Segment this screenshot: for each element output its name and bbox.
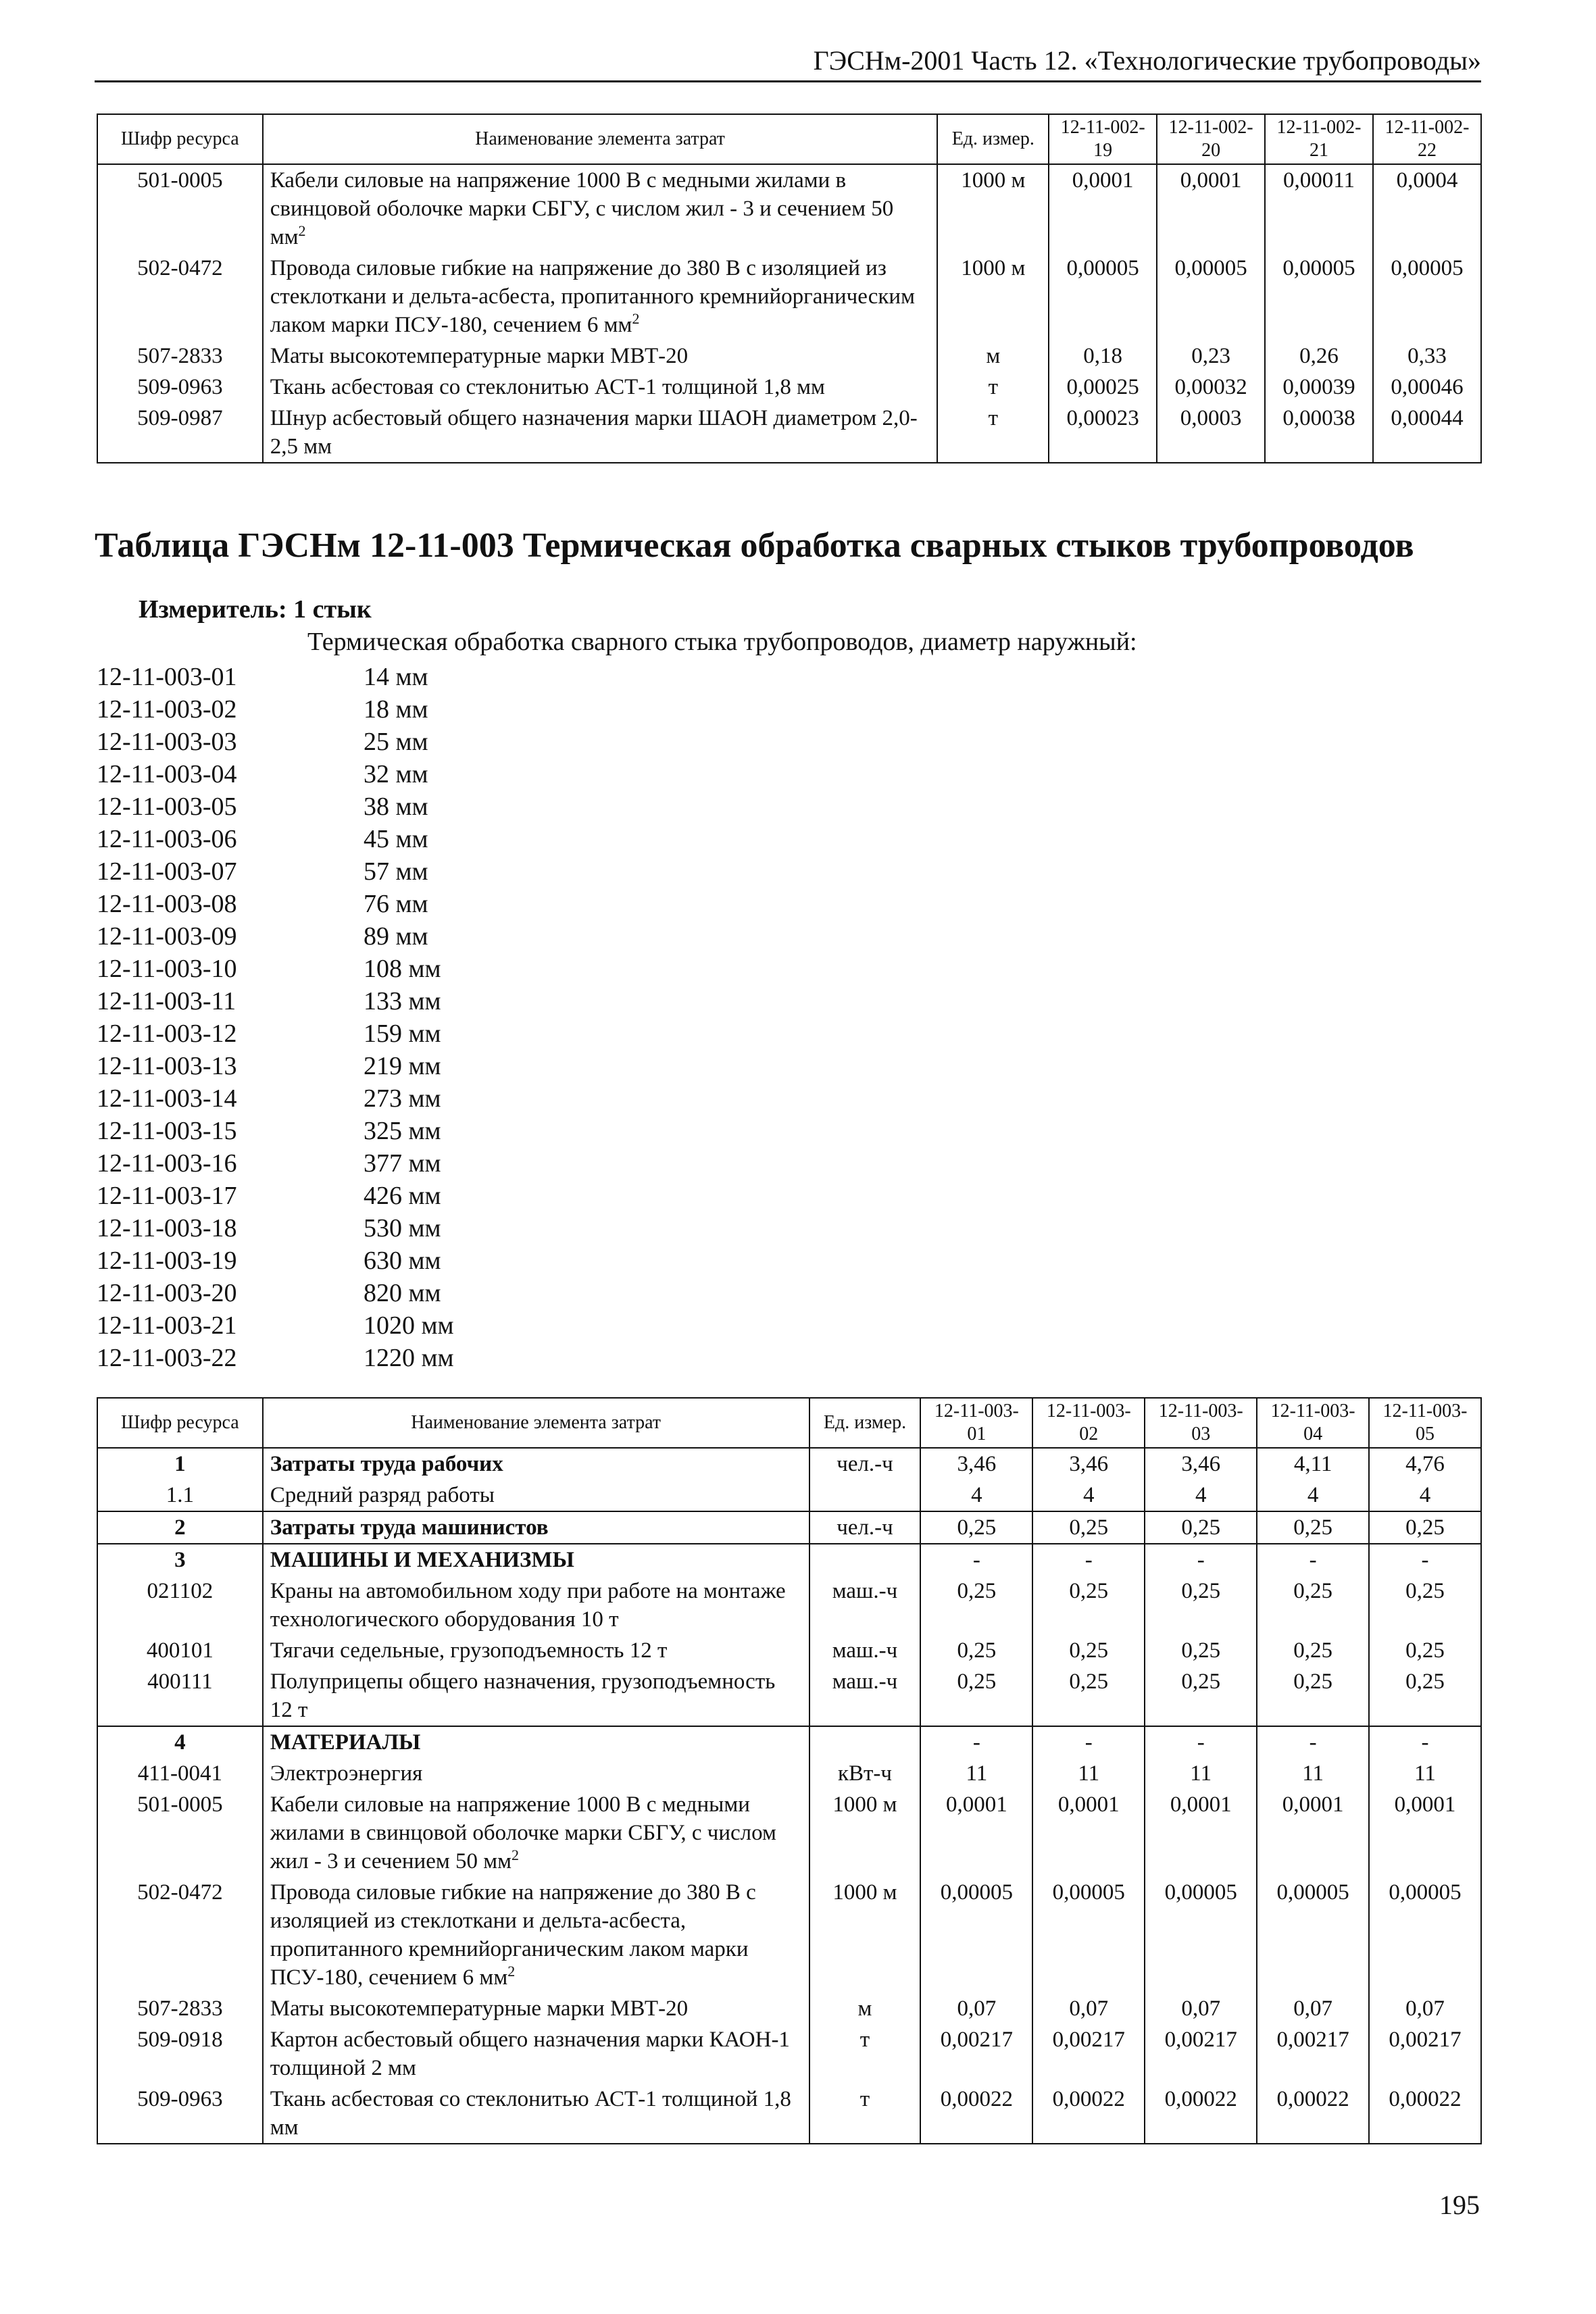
pipe-diameter: 25 мм: [364, 728, 428, 756]
column-header: 12-11-003-03: [1145, 1398, 1257, 1448]
pipe-diameter: 76 мм: [364, 890, 428, 918]
unit: 1000 м: [937, 253, 1049, 341]
pipe-diameter: 426 мм: [364, 1182, 441, 1210]
resource-table-003: [97, 1397, 1482, 2144]
norm-code: 12-11-003-16: [97, 1149, 237, 1178]
unit: 1000 м: [809, 1789, 921, 1877]
work-description: Термическая обработка сварного стыка трубопроводов, диаметр наружный:: [307, 628, 1137, 656]
list-item: [97, 1342, 454, 1374]
value-cell: 0,26: [1265, 341, 1373, 372]
norm-code: 12-11-003-03: [97, 728, 237, 756]
pipe-diameter: 108 мм: [364, 955, 441, 983]
pipe-diameter: 133 мм: [364, 987, 441, 1015]
table-row: [97, 2084, 1481, 2144]
resource-name: Маты высокотемпературные марки МВТ-20: [263, 341, 938, 372]
value-cell: 0,00023: [1049, 403, 1157, 463]
table-row: [97, 1448, 1481, 1480]
resource-code: 507-2833: [97, 1993, 263, 2024]
superscript: 2: [507, 1963, 516, 1980]
table-row: [97, 1877, 1481, 1993]
value-cell: 0,0004: [1373, 164, 1481, 253]
norm-code: 12-11-003-01: [97, 663, 237, 691]
unit: [809, 1726, 921, 1758]
table-row: [97, 341, 1481, 372]
value-cell: 0,25: [1257, 1511, 1369, 1544]
table-row: [97, 403, 1481, 463]
resource-name: Кабели силовые на напряжение 1000 В с медными жилами в свинцовой оболочке марки СБГУ, с числом жил - 3 и сечением 50 $мм^2$: [263, 1789, 809, 1877]
value-cell: 0,00005: [1145, 1877, 1257, 1993]
value-cell: 0,25: [1369, 1576, 1481, 1635]
pipe-diameter: 820 мм: [364, 1279, 441, 1307]
resource-code: 502-0472: [97, 253, 263, 341]
value-cell: -: [1369, 1726, 1481, 1758]
resource-name: Затраты труда машинистов: [263, 1511, 809, 1544]
superscript: 2: [298, 222, 306, 239]
pipe-diameter: 18 мм: [364, 695, 428, 724]
running-header: ГЭСНм-2001 Часть 12. «Технологические трубопроводы»: [95, 45, 1481, 82]
pipe-diameter: 89 мм: [364, 922, 428, 951]
value-cell: 0,00217: [1369, 2024, 1481, 2084]
norm-codes-list: [97, 661, 454, 1374]
value-cell: -: [1032, 1544, 1145, 1576]
value-cell: 4: [1257, 1480, 1369, 1511]
superscript: 2: [632, 310, 640, 327]
unit: чел.-ч: [809, 1448, 921, 1480]
unit: чел.-ч: [809, 1511, 921, 1544]
resource-table-002: [97, 114, 1482, 463]
norm-code: 12-11-003-10: [97, 955, 237, 983]
column-header: Наименование элемента затрат: [263, 1398, 809, 1448]
value-cell: 0,00217: [920, 2024, 1032, 2084]
value-cell: 0,00046: [1373, 372, 1481, 403]
unit: [809, 1480, 921, 1511]
table-header-row: [97, 114, 1481, 164]
unit: т: [809, 2024, 921, 2084]
norm-code: 12-11-003-02: [97, 695, 237, 724]
list-item: [97, 693, 454, 726]
value-cell: 0,00005: [1265, 253, 1373, 341]
value-cell: 0,00039: [1265, 372, 1373, 403]
resource-code: 509-0963: [97, 2084, 263, 2144]
table-row: [97, 164, 1481, 253]
resource-code: 400111: [97, 1666, 263, 1726]
unit: 1000 м: [937, 164, 1049, 253]
measure-label: Измеритель: 1 стык: [139, 595, 372, 624]
value-cell: 0,00038: [1265, 403, 1373, 463]
value-cell: 0,25: [920, 1576, 1032, 1635]
table-title: Таблица ГЭСНм 12-11-003 Термическая обработка сварных стыков трубопроводов: [95, 526, 1414, 565]
list-item: [97, 888, 454, 920]
norm-code: 12-11-003-06: [97, 825, 237, 853]
value-cell: 0,25: [920, 1635, 1032, 1666]
list-item: [97, 1115, 454, 1147]
superscript: 2: [512, 1846, 520, 1863]
unit: 1000 м: [809, 1877, 921, 1993]
value-cell: 0,0001: [1145, 1789, 1257, 1877]
value-cell: 0,25: [920, 1666, 1032, 1726]
norm-code: 12-11-003-21: [97, 1311, 237, 1340]
value-cell: 0,0001: [920, 1789, 1032, 1877]
resource-code: 509-0987: [97, 403, 263, 463]
column-header: Ед. измер.: [809, 1398, 921, 1448]
pipe-diameter: 630 мм: [364, 1247, 441, 1275]
column-header: 12-11-003-04: [1257, 1398, 1369, 1448]
resource-code: 501-0005: [97, 1789, 263, 1877]
value-cell: 0,23: [1157, 341, 1265, 372]
unit: [809, 1544, 921, 1576]
value-cell: 11: [920, 1758, 1032, 1789]
value-cell: 0,0003: [1157, 403, 1265, 463]
value-cell: 0,0001: [1049, 164, 1157, 253]
resource-code: 1: [97, 1448, 263, 1480]
table-row: [97, 1511, 1481, 1544]
value-cell: 0,00005: [1032, 1877, 1145, 1993]
value-cell: 0,00005: [1373, 253, 1481, 341]
value-cell: 4,76: [1369, 1448, 1481, 1480]
column-header: 12-11-002-22: [1373, 114, 1481, 164]
resource-code: 400101: [97, 1635, 263, 1666]
column-header: Наименование элемента затрат: [263, 114, 938, 164]
column-header: 12-11-003-02: [1032, 1398, 1145, 1448]
page-number: 195: [1439, 2190, 1480, 2220]
list-item: [97, 1050, 454, 1082]
value-cell: 0,00025: [1049, 372, 1157, 403]
value-cell: 0,00044: [1373, 403, 1481, 463]
list-item: [97, 1017, 454, 1050]
norm-code: 12-11-003-19: [97, 1247, 237, 1275]
resource-name: Провода силовые гибкие на напряжение до 380 В с изоляцией из стеклоткани и дельта-асбеста, пропитанного кремнийорганическим лаком марки ПСУ-180, сечением 6 $мм^2$: [263, 253, 938, 341]
unit: т: [937, 372, 1049, 403]
list-item: [97, 1180, 454, 1212]
table-header-row: [97, 1398, 1481, 1448]
value-cell: 0,00011: [1265, 164, 1373, 253]
table-row: [97, 1544, 1481, 1576]
column-header: 12-11-002-21: [1265, 114, 1373, 164]
list-item: [97, 823, 454, 855]
table-row: [97, 1726, 1481, 1758]
pipe-diameter: 45 мм: [364, 825, 428, 853]
value-cell: 11: [1257, 1758, 1369, 1789]
value-cell: -: [920, 1544, 1032, 1576]
value-cell: 4: [1145, 1480, 1257, 1511]
norm-code: 12-11-003-07: [97, 857, 237, 886]
list-item: [97, 1244, 454, 1277]
table-row: [97, 1789, 1481, 1877]
value-cell: 3,46: [1145, 1448, 1257, 1480]
value-cell: 0,25: [1257, 1635, 1369, 1666]
value-cell: 0,25: [1369, 1635, 1481, 1666]
resource-name: Краны на автомобильном ходу при работе на монтаже технологического оборудования 10 т: [263, 1576, 809, 1635]
resource-name: Затраты труда рабочих: [263, 1448, 809, 1480]
resource-name: Маты высокотемпературные марки МВТ-20: [263, 1993, 809, 2024]
value-cell: 0,00005: [1049, 253, 1157, 341]
value-cell: 0,00217: [1145, 2024, 1257, 2084]
resource-name: Шнур асбестовый общего назначения марки ШАОН диаметром 2,0-2,5 мм: [263, 403, 938, 463]
list-item: [97, 1309, 454, 1342]
value-cell: 4: [1369, 1480, 1481, 1511]
resource-code: 509-0918: [97, 2024, 263, 2084]
value-cell: 11: [1369, 1758, 1481, 1789]
list-item: [97, 985, 454, 1017]
norm-code: 12-11-003-11: [97, 987, 236, 1015]
value-cell: 0,00022: [1032, 2084, 1145, 2144]
pipe-diameter: 325 мм: [364, 1117, 441, 1145]
value-cell: 0,00032: [1157, 372, 1265, 403]
value-cell: 0,00005: [920, 1877, 1032, 1993]
unit: кВт-ч: [809, 1758, 921, 1789]
value-cell: 0,00022: [1145, 2084, 1257, 2144]
resource-code: 507-2833: [97, 341, 263, 372]
value-cell: 0,25: [920, 1511, 1032, 1544]
resource-code: 411-0041: [97, 1758, 263, 1789]
resource-code: 2: [97, 1511, 263, 1544]
list-item: [97, 953, 454, 985]
value-cell: 0,00022: [1257, 2084, 1369, 2144]
list-item: [97, 726, 454, 758]
value-cell: 11: [1032, 1758, 1145, 1789]
value-cell: 0,07: [1145, 1993, 1257, 2024]
value-cell: 0,25: [1145, 1666, 1257, 1726]
pipe-diameter: 57 мм: [364, 857, 428, 886]
pipe-diameter: 14 мм: [364, 663, 428, 691]
table-row: [97, 1758, 1481, 1789]
value-cell: -: [920, 1726, 1032, 1758]
pipe-diameter: 377 мм: [364, 1149, 441, 1178]
value-cell: 0,25: [1257, 1666, 1369, 1726]
unit: т: [809, 2084, 921, 2144]
unit: маш.-ч: [809, 1666, 921, 1726]
resource-name: Картон асбестовый общего назначения марки КАОН-1 толщиной 2 мм: [263, 2024, 809, 2084]
value-cell: 4: [1032, 1480, 1145, 1511]
norm-code: 12-11-003-13: [97, 1052, 237, 1080]
norm-code: 12-11-003-05: [97, 793, 237, 821]
resource-code: 3: [97, 1544, 263, 1576]
unit: т: [937, 403, 1049, 463]
resource-name: Средний разряд работы: [263, 1480, 809, 1511]
value-cell: 0,00005: [1257, 1877, 1369, 1993]
pipe-diameter: 1020 мм: [364, 1311, 454, 1340]
value-cell: 0,07: [920, 1993, 1032, 2024]
list-item: [97, 661, 454, 693]
value-cell: 0,07: [1257, 1993, 1369, 2024]
column-header: 12-11-003-05: [1369, 1398, 1481, 1448]
table-row: [97, 1666, 1481, 1726]
table-row: [97, 372, 1481, 403]
list-item: [97, 920, 454, 953]
column-header: Шифр ресурса: [97, 114, 263, 164]
unit: маш.-ч: [809, 1635, 921, 1666]
column-header: Шифр ресурса: [97, 1398, 263, 1448]
value-cell: 0,25: [1032, 1511, 1145, 1544]
pipe-diameter: 530 мм: [364, 1214, 441, 1242]
value-cell: 11: [1145, 1758, 1257, 1789]
value-cell: 0,0001: [1032, 1789, 1145, 1877]
norm-code: 12-11-003-08: [97, 890, 237, 918]
list-item: [97, 1147, 454, 1180]
resource-name: МАТЕРИАЛЫ: [263, 1726, 809, 1758]
list-item: [97, 1212, 454, 1244]
resource-name: Электроэнергия: [263, 1758, 809, 1789]
value-cell: 0,00022: [920, 2084, 1032, 2144]
value-cell: -: [1257, 1544, 1369, 1576]
value-cell: -: [1257, 1726, 1369, 1758]
value-cell: 0,00022: [1369, 2084, 1481, 2144]
unit: маш.-ч: [809, 1576, 921, 1635]
value-cell: 0,25: [1257, 1576, 1369, 1635]
pipe-diameter: 32 мм: [364, 760, 428, 788]
resource-name: Полуприцепы общего назначения, грузоподъемность 12 т: [263, 1666, 809, 1726]
norm-code: 12-11-003-20: [97, 1279, 237, 1307]
resource-code: 4: [97, 1726, 263, 1758]
resource-code: 501-0005: [97, 164, 263, 253]
table-row: [97, 2024, 1481, 2084]
list-item: [97, 1082, 454, 1115]
resource-code: 509-0963: [97, 372, 263, 403]
norm-code: 12-11-003-17: [97, 1182, 237, 1210]
value-cell: 4,11: [1257, 1448, 1369, 1480]
value-cell: -: [1145, 1726, 1257, 1758]
resource-code: 1.1: [97, 1480, 263, 1511]
value-cell: 0,0001: [1369, 1789, 1481, 1877]
column-header: Ед. измер.: [937, 114, 1049, 164]
value-cell: 0,00217: [1032, 2024, 1145, 2084]
list-item: [97, 758, 454, 790]
value-cell: 0,25: [1369, 1666, 1481, 1726]
value-cell: 0,07: [1032, 1993, 1145, 2024]
value-cell: -: [1145, 1544, 1257, 1576]
value-cell: 0,25: [1145, 1635, 1257, 1666]
norm-code: 12-11-003-12: [97, 1020, 237, 1048]
norm-code: 12-11-003-14: [97, 1084, 237, 1113]
resource-name: Кабели силовые на напряжение 1000 В с медными жилами в свинцовой оболочке марки СБГУ, с числом жил - 3 и сечением 50 $мм^2$: [263, 164, 938, 253]
unit: м: [809, 1993, 921, 2024]
norm-code: 12-11-003-09: [97, 922, 237, 951]
list-item: [97, 855, 454, 888]
value-cell: 0,07: [1369, 1993, 1481, 2024]
pipe-diameter: 273 мм: [364, 1084, 441, 1113]
value-cell: 0,0001: [1157, 164, 1265, 253]
value-cell: 0,25: [1032, 1576, 1145, 1635]
column-header: 12-11-002-19: [1049, 114, 1157, 164]
norm-code: 12-11-003-15: [97, 1117, 237, 1145]
pipe-diameter: 38 мм: [364, 793, 428, 821]
table-row: [97, 253, 1481, 341]
resource-code: 502-0472: [97, 1877, 263, 1993]
unit: м: [937, 341, 1049, 372]
table-row: [97, 1635, 1481, 1666]
resource-code: 021102: [97, 1576, 263, 1635]
value-cell: 0,25: [1145, 1511, 1257, 1544]
column-header: 12-11-003-01: [920, 1398, 1032, 1448]
pipe-diameter: 1220 мм: [364, 1344, 454, 1372]
table-row: [97, 1576, 1481, 1635]
value-cell: 4: [920, 1480, 1032, 1511]
value-cell: 0,25: [1032, 1635, 1145, 1666]
value-cell: 0,33: [1373, 341, 1481, 372]
value-cell: 3,46: [1032, 1448, 1145, 1480]
resource-name: Провода силовые гибкие на напряжение до 380 В с изоляцией из стеклоткани и дельта-асбеста, пропитанного кремнийорганическим лаком марки ПСУ-180, сечением 6 $мм^2$: [263, 1877, 809, 1993]
value-cell: 0,25: [1369, 1511, 1481, 1544]
value-cell: 0,00005: [1157, 253, 1265, 341]
value-cell: 3,46: [920, 1448, 1032, 1480]
value-cell: -: [1032, 1726, 1145, 1758]
value-cell: 0,25: [1145, 1576, 1257, 1635]
value-cell: 0,0001: [1257, 1789, 1369, 1877]
list-item: [97, 790, 454, 823]
table-row: [97, 1993, 1481, 2024]
column-header: 12-11-002-20: [1157, 114, 1265, 164]
value-cell: 0,00217: [1257, 2024, 1369, 2084]
value-cell: -: [1369, 1544, 1481, 1576]
resource-name: Ткань асбестовая со стеклонитью АСТ-1 толщиной 1,8 мм: [263, 372, 938, 403]
table-row: [97, 1480, 1481, 1511]
list-item: [97, 1277, 454, 1309]
resource-name: Тягачи седельные, грузоподъемность 12 т: [263, 1635, 809, 1666]
resource-name: Ткань асбестовая со стеклонитью АСТ-1 толщиной 1,8 мм: [263, 2084, 809, 2144]
value-cell: 0,18: [1049, 341, 1157, 372]
norm-code: 12-11-003-18: [97, 1214, 237, 1242]
pipe-diameter: 219 мм: [364, 1052, 441, 1080]
value-cell: 0,00005: [1369, 1877, 1481, 1993]
value-cell: 0,25: [1032, 1666, 1145, 1726]
pipe-diameter: 159 мм: [364, 1020, 441, 1048]
resource-name: МАШИНЫ И МЕХАНИЗМЫ: [263, 1544, 809, 1576]
norm-code: 12-11-003-04: [97, 760, 237, 788]
norm-code: 12-11-003-22: [97, 1344, 237, 1372]
